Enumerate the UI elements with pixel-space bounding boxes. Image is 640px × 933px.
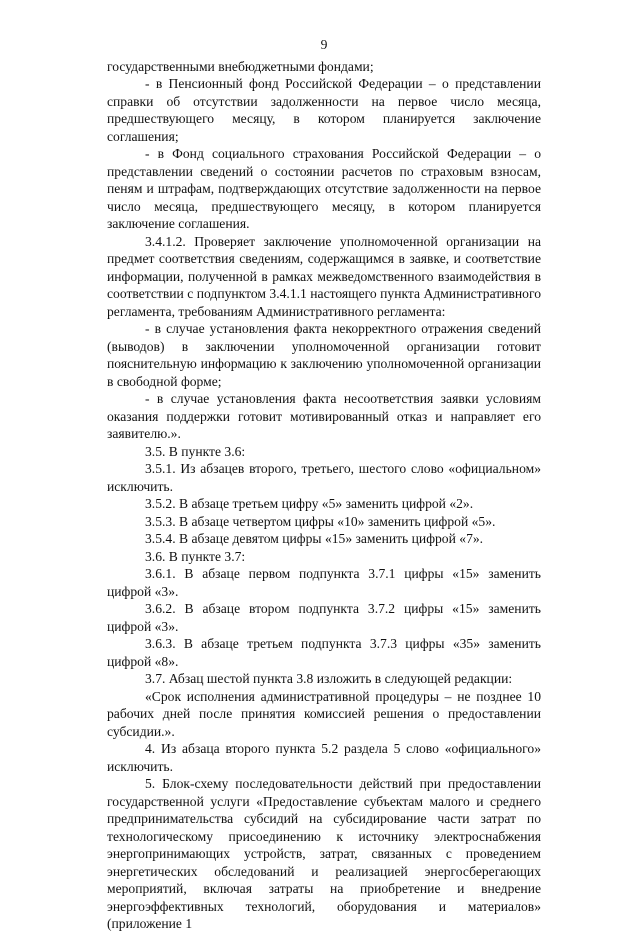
paragraph: 5. Блок-схему последовательности действий при предоставлении государственной услуги «Предоставление субъектам малого и среднего предпринимательства субсидий на субсидирование части затрат по технологическому присоединению к источнику электроснабжения энергопринимающих устройств, затрат, связанных с проведением энергетических обследований и реализацией энергосберегающих мероприятий, включая затраты на приобретение и внедрение энергоэффективных технологий, оборудования и материалов» (приложение 1: [107, 776, 541, 931]
paragraph: государственными внебюджетными фондами;: [107, 58, 374, 74]
paragraph: «Срок исполнения административной процедуры – не позднее 10 рабочих дней после принятия комиссией решения о предоставлении субсидии.».: [107, 688, 541, 739]
paragraph: - в случае установления факта несоответствия заявки условиям оказания поддержки готовит мотивированный отказ и направляет его заявителю.».: [107, 391, 541, 441]
paragraph: 3.6.2. В абзаце втором подпункта 3.7.2 цифры «15» заменить цифрой «3».: [107, 601, 541, 634]
paragraph: - в Фонд социального страхования Российской Федерации – о представлении сведений о состоянии расчетов по страховым взносам, пеням и штрафам, подтверждающих отсутствие задолженности на первое число месяца, предшествующего месяцу, в котором планируется заключение соглашения.: [107, 146, 541, 231]
paragraph: 3.5.1. Из абзацев второго, третьего, шестого слово «официальном» исключить.: [107, 461, 541, 494]
paragraph: 3.5.2. В абзаце третьем цифру «5» заменить цифрой «2».: [145, 496, 474, 511]
paragraph: 3.5.3. В абзаце четвертом цифры «10» заменить цифрой «5».: [145, 513, 496, 529]
paragraph: 3.5.4. В абзаце девятом цифры «15» заменить цифрой «7».: [145, 531, 484, 546]
document-body: [107, 58, 541, 933]
paragraph: 3.4.1.2. Проверяет заключение уполномоченной организации на предмет соответствия сведениям, содержащимся в заявке, и соответствие информации, полученной в рамках межведомственного взаимодействия в соответствии с подпунктом 3.4.1.1 настоящего пункта Административного регламента, требованиям Административного регламента:: [107, 233, 541, 319]
paragraph: 3.5. В пункте 3.6:: [145, 443, 246, 459]
paragraph: 3.6. В пункте 3.7:: [145, 548, 246, 564]
paragraph: - в Пенсионный фонд Российской Федерации – о представлении справки об отсутствии задолженности на первое число месяца, предшествующего месяцу, в котором планируется заключение соглашения;: [107, 76, 541, 144]
paragraph: 3.6.1. В абзаце первом подпункта 3.7.1 цифры «15» заменить цифрой «3».: [107, 566, 541, 599]
paragraph: 3.6.3. В абзаце третьем подпункта 3.7.3 цифры «35» заменить цифрой «8».: [107, 636, 541, 669]
paragraph: 4. Из абзаца второго пункта 5.2 раздела 5 слово «официального» исключить.: [107, 741, 541, 774]
paragraph: - в случае установления факта некорректного отражения сведений (выводов) в заключении уполномоченной организации готовит пояснительную информацию к заключению уполномоченной организации в свободной форме;: [107, 321, 541, 389]
document-page: [107, 36, 541, 933]
page-number: 9: [320, 37, 328, 52]
paragraph: 3.7. Абзац шестой пункта 3.8 изложить в следующей редакции:: [145, 671, 513, 686]
